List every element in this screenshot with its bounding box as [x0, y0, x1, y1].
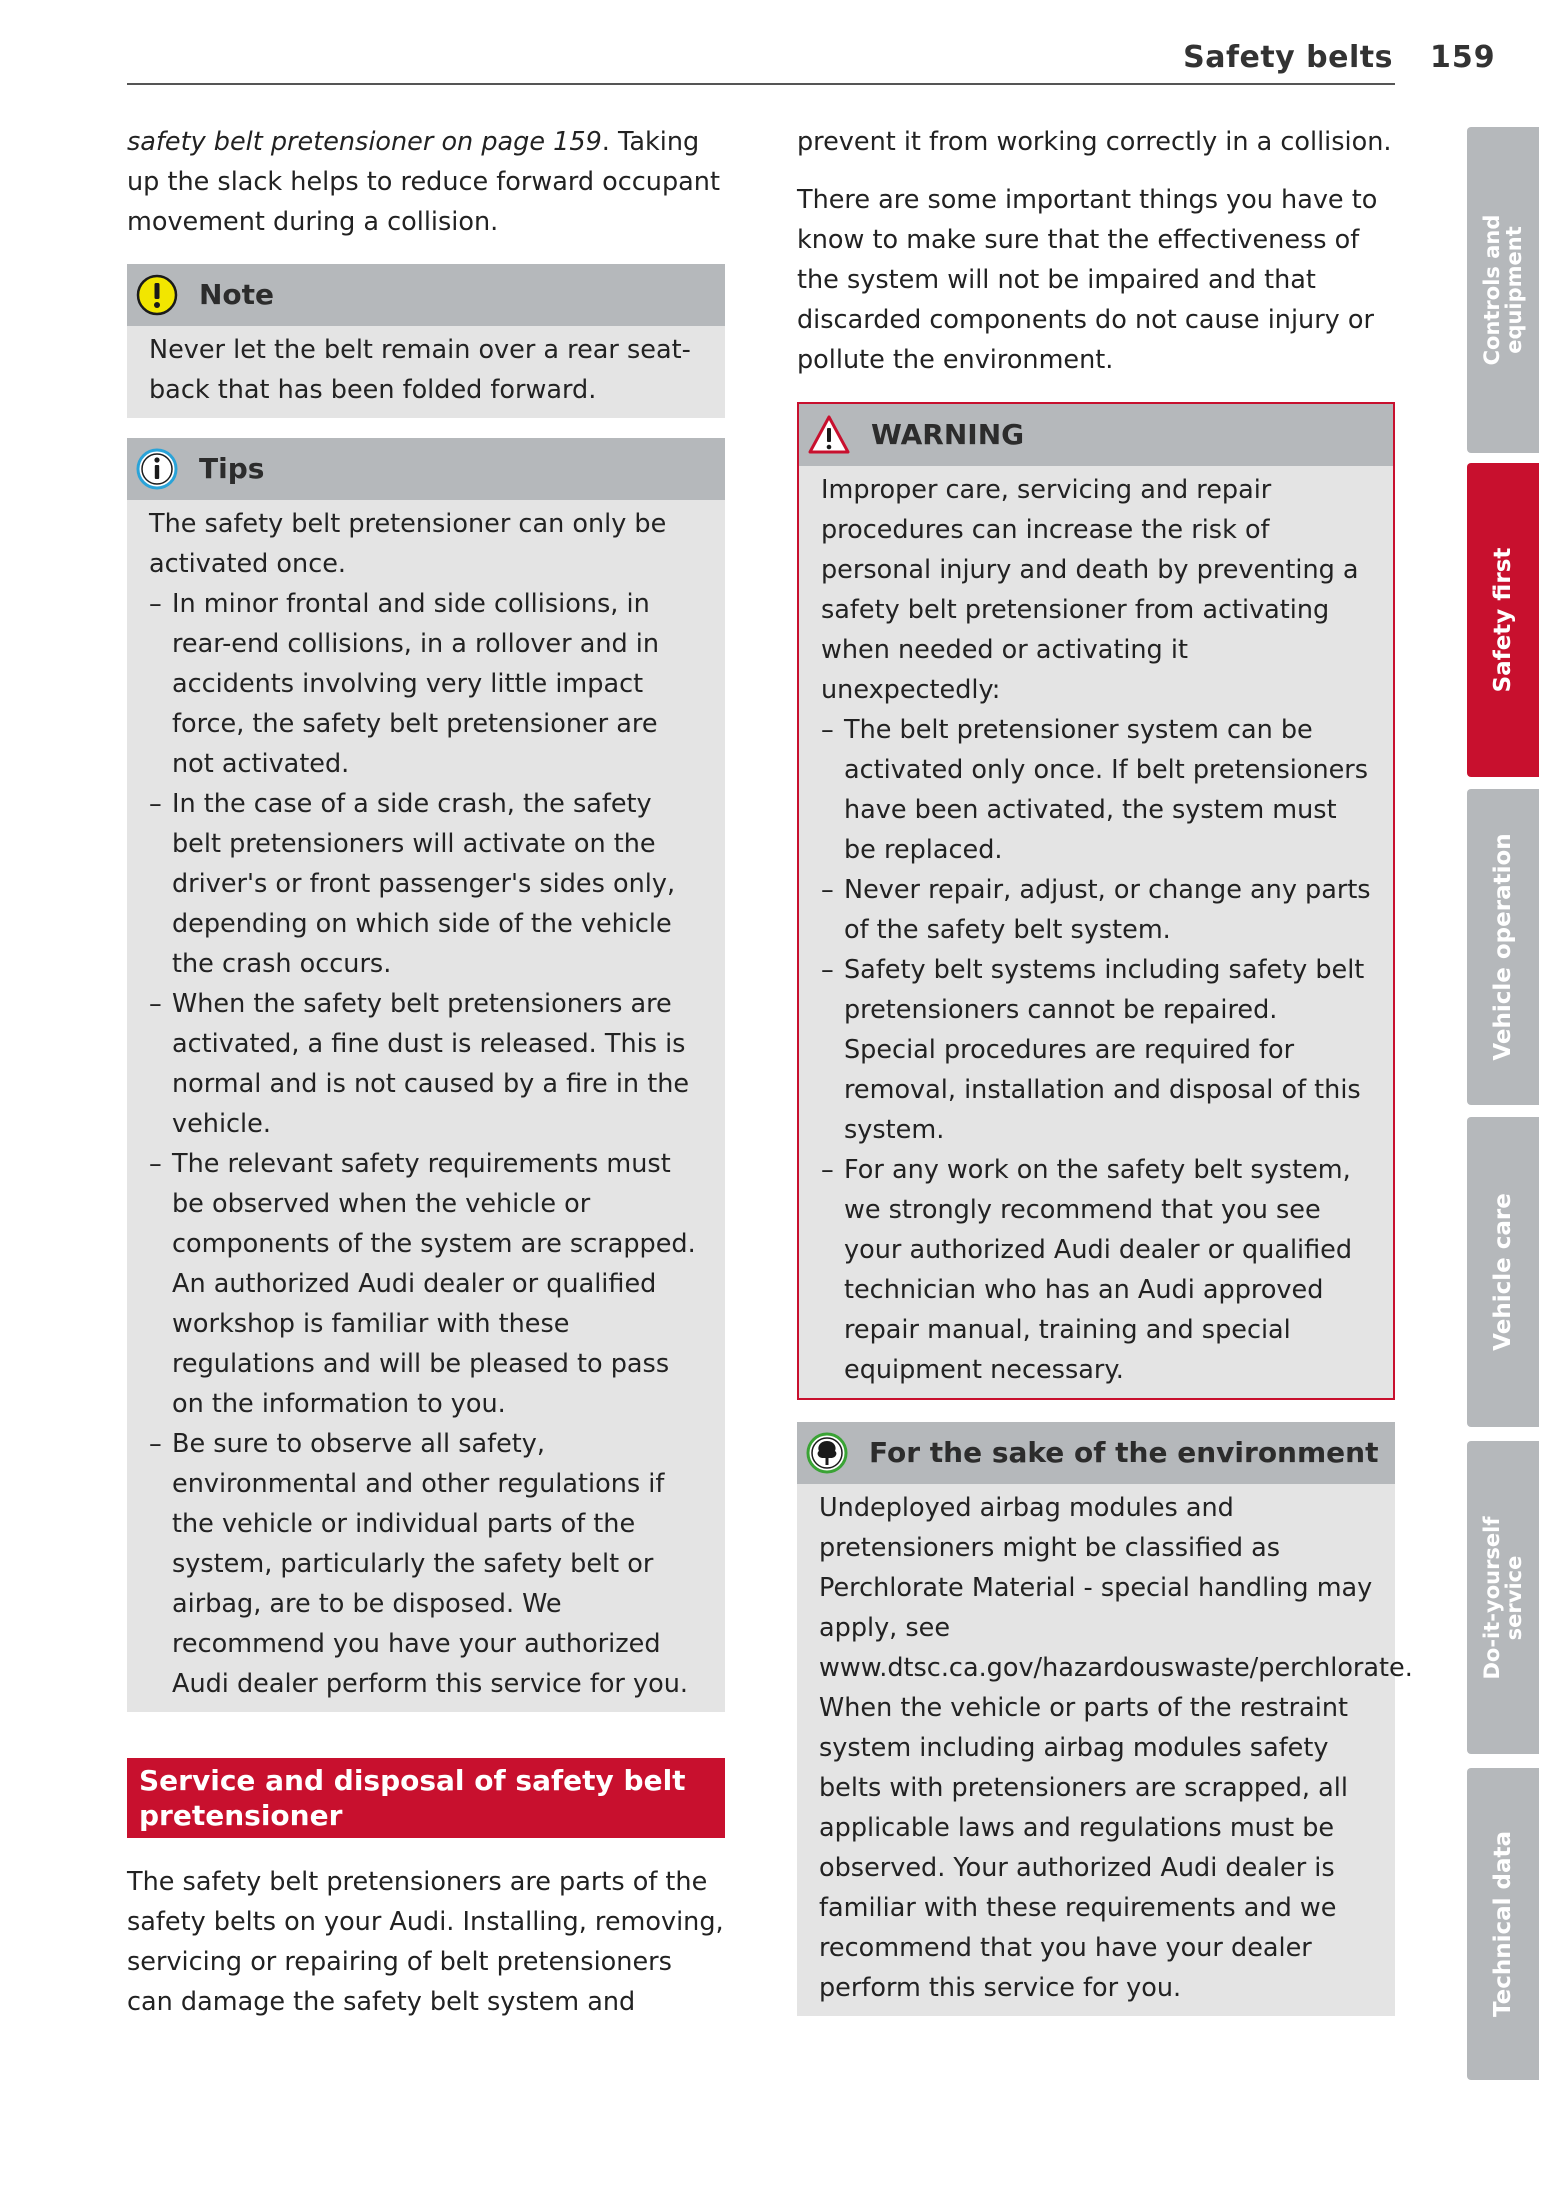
page-number: 159 — [1430, 40, 1496, 75]
warning-header — [799, 404, 1393, 466]
warning-triangle-icon — [807, 413, 851, 457]
intro-text: . Taking up the slack helps to reduce forward occupant movement during a collision. — [127, 127, 720, 237]
warning-intro: Improper care, servicing and repair procedures can increase the risk of personal injury and death by preventing a safety belt pretensioner from activating when needed or activating it unexpectedly: — [821, 475, 1359, 705]
side-tab-vehicle-care[interactable] — [1467, 1117, 1539, 1427]
tips-list-item: – In minor frontal and side collisions, in rear-end collisions, in a rollover and in accidents involving very little impact force, the safety belt pretensioner are not activated. — [149, 584, 705, 784]
info-circle-icon — [135, 447, 179, 491]
side-tab-safety-first[interactable] — [1467, 463, 1539, 777]
note-text: Never let the belt remain over a rear seat-back that has been folded forward. — [149, 335, 691, 405]
intro-paragraph — [127, 122, 725, 242]
side-tab-controls-equipment[interactable] — [1467, 127, 1539, 453]
note-title: Note — [199, 278, 275, 311]
tree-circle-icon — [805, 1431, 849, 1475]
warning-list-item: – The belt pretensioner system can be activated only once. If belt pretensioners have been activated, the system must be replaced. — [821, 710, 1373, 870]
side-tab-label: Do-it-yourself service — [1480, 1515, 1526, 1680]
warning-title: WARNING — [871, 418, 1025, 451]
tips-header — [127, 438, 725, 500]
cross-reference-link[interactable]: safety belt pretensioner on page 159 — [127, 127, 602, 157]
warning-body — [799, 466, 1393, 1398]
environment-body — [797, 1484, 1413, 2016]
tips-box — [127, 438, 725, 1712]
left-column — [127, 122, 725, 2022]
tips-list-item: – When the safety belt pretensioners are activated, a fine dust is released. This is normal and is not caused by a fire in the vehicle. — [149, 984, 705, 1144]
side-tab-do-it-yourself[interactable] — [1467, 1441, 1539, 1754]
running-header-title: Safety belts — [1183, 40, 1393, 75]
section-paragraph: The safety belt pretensioners are parts of the safety belts on your Audi. Installing, removing, servicing or repairing of belt pretensioners can damage the safety belt system and — [127, 1867, 724, 2017]
note-body — [127, 326, 725, 418]
exclamation-circle-icon — [135, 273, 179, 317]
side-tab-label: Technical data — [1490, 1830, 1516, 2018]
tips-list-item: – In the case of a side crash, the safety belt pretensioners will activate on the driver's or front passenger's sides only, depending on which side of the vehicle the crash occurs. — [149, 784, 705, 984]
tips-list-item: – Be sure to observe all safety, environmental and other regulations if the vehicle or individual parts of the system, particularly the safety belt or airbag, are to be disposed. We recommend you have your authorized Audi dealer perform this service for you. — [149, 1424, 705, 1704]
side-tab-label: Safety first — [1490, 547, 1516, 693]
tips-list-item: – The relevant safety requirements must be observed when the vehicle or components of the system are scrapped. An authorized Audi dealer or qualified workshop is familiar with these regulations and will be pleased to pass on the information to you. — [149, 1144, 705, 1424]
warning-list-item: – Safety belt systems including safety belt pretensioners cannot be repaired. Special procedures are required for removal, installation and disposal of this system. — [821, 950, 1373, 1150]
continued-paragraph: prevent it from working correctly in a collision. — [797, 127, 1392, 157]
environment-title: For the sake of the environment — [869, 1436, 1379, 1469]
right-column — [797, 122, 1413, 2036]
header-divider — [127, 83, 1395, 85]
side-tab-technical-data[interactable] — [1467, 1768, 1539, 2080]
side-tab-vehicle-operation[interactable] — [1467, 789, 1539, 1105]
tips-title: Tips — [199, 452, 265, 485]
note-header — [127, 264, 725, 326]
warning-box — [797, 402, 1395, 1400]
tips-body — [127, 500, 725, 1712]
side-tab-label: Vehicle care — [1490, 1193, 1516, 1351]
side-tab-label: Vehicle operation — [1490, 833, 1516, 1061]
note-box — [127, 264, 725, 418]
importance-paragraph: There are some important things you have to know to make sure that the effectiveness of the system will not be impaired and that discarded components do not cause injury or pollute the environment. — [797, 185, 1378, 375]
warning-list-item: – For any work on the safety belt system, we strongly recommend that you see your authorized Audi dealer or qualified technician who has an Audi approved repair manual, training and special equipment necessary. — [821, 1150, 1373, 1390]
side-tab-label: Controls and equipment — [1480, 214, 1526, 366]
tips-list — [149, 584, 705, 1704]
environment-text: Undeployed airbag modules and pretensioners might be classified as Perchlorate Material - special handling may apply, see www.dtsc.ca.gov/hazardouswaste/perchlorate. When the vehicle or parts of the restraint system including airbag modules safety belts with pretensioners are scrapped, all applicable laws and regulations must be observed. Your authorized Audi dealer is familiar with these requirements and we recommend that you have your dealer perform this service for you. — [819, 1493, 1413, 2003]
section-heading: Service and disposal of safety belt pretensioner — [127, 1758, 725, 1838]
environment-header — [797, 1422, 1395, 1484]
environment-box — [797, 1422, 1413, 2016]
tips-intro: The safety belt pretensioner can only be activated once. — [149, 509, 667, 579]
warning-list-item: – Never repair, adjust, or change any parts of the safety belt system. — [821, 870, 1373, 950]
warning-list — [821, 710, 1373, 1390]
